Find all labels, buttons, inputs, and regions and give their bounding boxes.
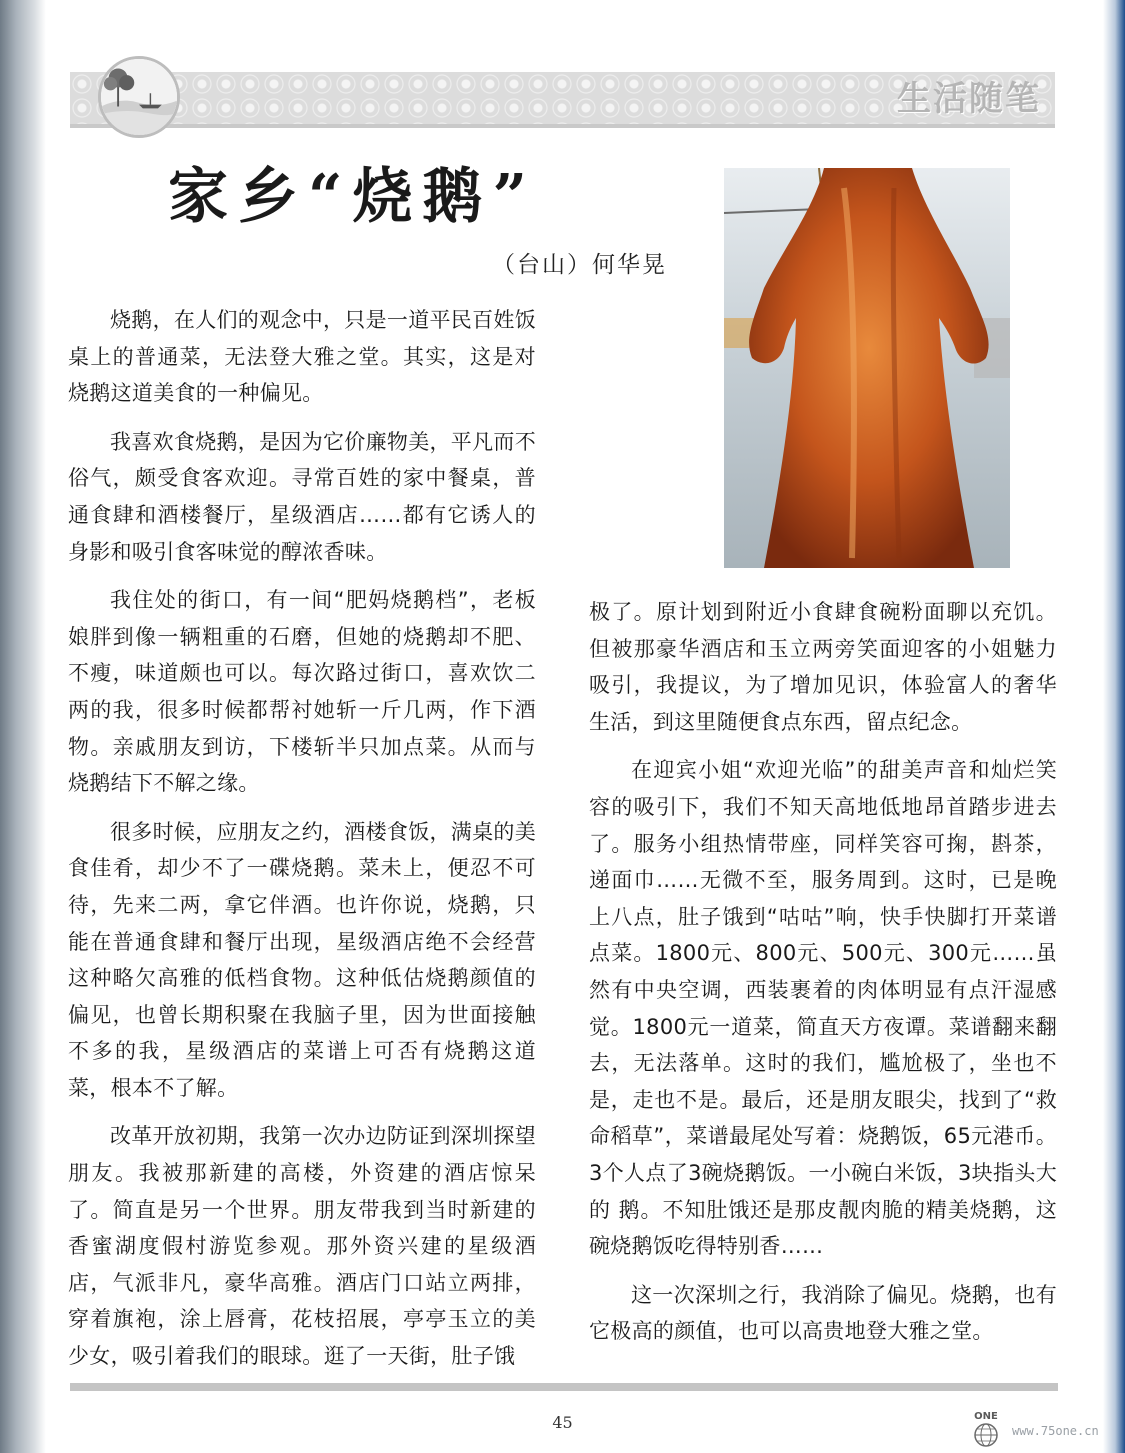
watermark-text: www.75one.cn [1012,1424,1099,1438]
paragraph: 烧鹅，在人们的观念中，只是一道平民百姓饭桌上的普通菜，无法登大雅之堂。其实，这是对烧鹅这道美食的一种偏见。 [68,308,536,406]
paragraph: 我住处的街口，有一间“肥妈烧鹅档”，老板娘胖到像一辆粗重的石磨，但她的烧鹅却不肥、不瘦，味道颇也可以。每次路过街口，喜欢饮二两的我，很多时候都帮衬她斩一斤几两，作下酒物。亲戚朋友到访，下楼斩半只加点菜。从而与烧鹅结下不解之缘。 [68,588,536,796]
article-author: （台山）何华晃 [492,252,667,278]
footer-rule [70,1383,1058,1391]
paragraph-continuation: 极了。原计划到附近小食肆食碗粉面聊以充饥。但被那豪华酒店和玉立两旁笑面迎客的小姐魅力吸引，我提议，为了增加见识，体验富人的奢华生活，到这里随便食点东西，留点纪念。 [589,600,1057,734]
paragraph: 改革开放初期，我第一次办边防证到深圳探望朋友。我被那新建的高楼，外资建的酒店惊呆了。简直是另一个世界。朋友带我到当时新建的香蜜湖度假村游览参观。那外资兴建的星级酒店，气派非凡，豪华高雅。酒店门口站立两排，穿着旗袍，涂上唇膏，花枝招展，亭亭玉立的美少女，吸引着我们的眼球。逛了一天街，肚子饿 [68,1124,536,1369]
roast-goose-photo [724,168,1010,568]
article-title: 家乡“烧鹅” [168,162,538,232]
page-number: 45 [552,1413,573,1432]
paragraph: 在迎宾小姐“欢迎光临”的甜美声音和灿烂笑容的吸引下，我们不知天高地低地昂首踏步进去了。服务小组热情带座，同样笑容可掬，斟茶，递面巾……无微不至，服务周到。这时，已是晚上八点，肚子饿到“咕咕”响，快手快脚打开菜谱点菜。1800元、800元、500元、300元……虽然有中央空调，西装裹着的肉体明显有点汗湿感觉。1800元一道菜，简直天方夜谭。菜谱翻来翻去，无法落单。这时的我们，尴尬极了，坐也不是，走也不是。最后，还是朋友眼尖，找到了“救命稻草”，菜谱最尾处写着：烧鹅饭，65元港币。3个人点了3碗烧鹅饭。一小碗白米饭，3块指头大的 鹅。不知肚饿还是那皮靓肉脆的精美烧鹅，这碗烧鹅饭吃得特别香…… [589,758,1057,1259]
paragraph: 我喜欢食烧鹅，是因为它价廉物美，平凡而不俗气，颇受食客欢迎。寻常百姓的家中餐桌，普通食肆和酒楼餐厅，星级酒店……都有它诱人的身影和吸引食客味觉的醇浓香味。 [68,429,536,564]
page-edge-left [0,0,46,1453]
svg-text:ONE: ONE [974,1411,998,1422]
article-left-column [68,302,536,1387]
paragraph: 这一次深圳之行，我消除了偏见。烧鹅，也有它极高的颜值，也可以高贵地登大雅之堂。 [589,1282,1057,1344]
header-strip [70,124,1055,128]
landscape-emblem-icon [98,56,180,138]
one-globe-logo [964,1408,1008,1448]
page-edge-right [1103,0,1125,1453]
article-right-column [589,594,1057,1362]
paragraph: 很多时候，应朋友之约，酒楼食饭，满桌的美食佳肴，却少不了一碟烧鹅。菜未上，便忍不可待，先来二两，拿它伴酒。也许你说，烧鹅，只能在普通食肆和餐厅出现，星级酒店绝不会经营这种略欠高雅的低档食物。这种低估烧鹅颜值的偏见，也曾长期积聚在我脑子里，因为世面接触不多的我，星级酒店的菜谱上可否有烧鹅这道菜，根本不了解。 [68,819,536,1100]
section-label: 生活随笔 [897,79,1041,119]
